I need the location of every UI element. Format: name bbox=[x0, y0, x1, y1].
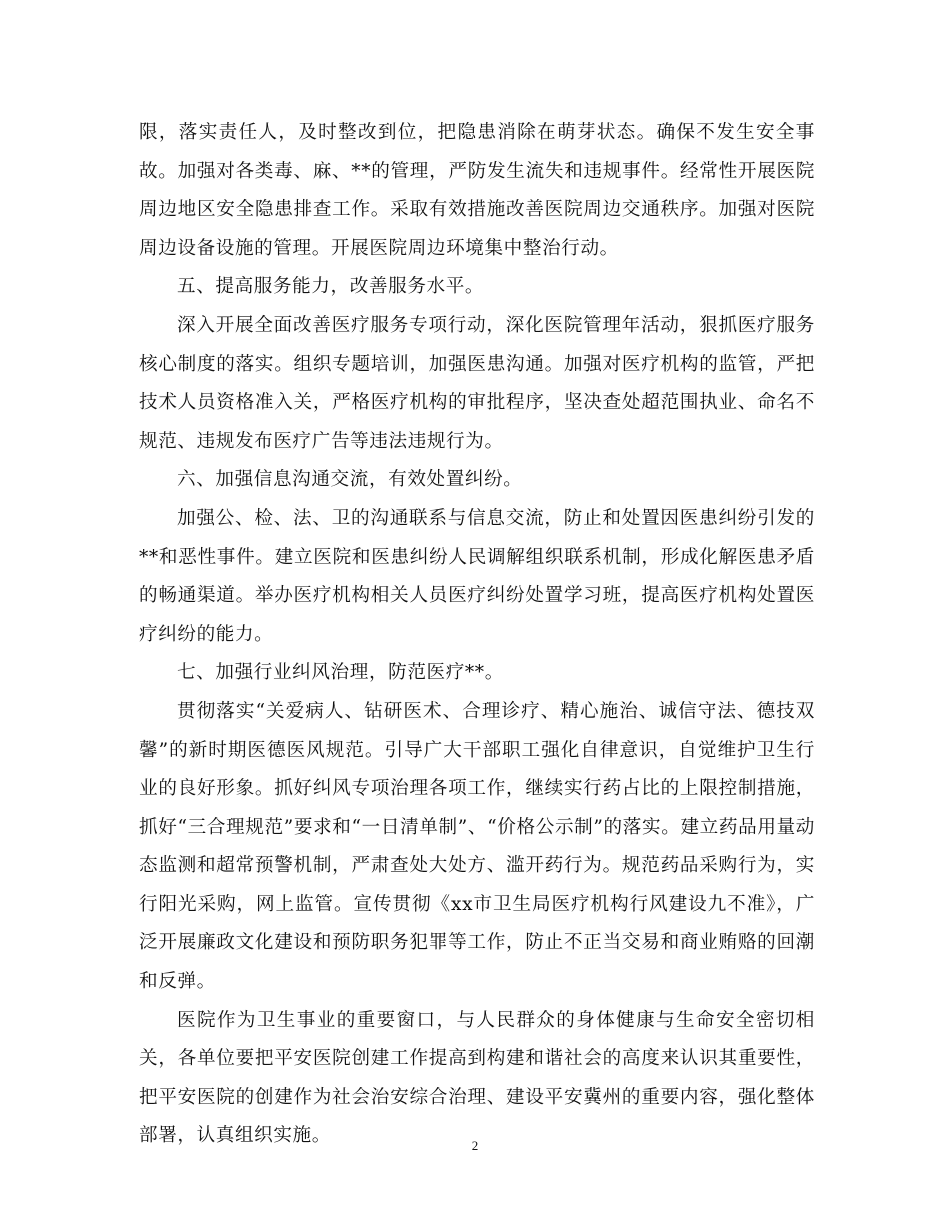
page-number: 2 bbox=[471, 1138, 479, 1153]
document-body bbox=[139, 114, 815, 1156]
paragraph-ethics: 贯彻落实“关爱病人、钻研医术、合理诊疗、精心施治、诚信守法、德技双馨”的新时期医德医风规范。引导广大干部职工强化自律意识，自觉维护卫生行业的良好形象。抓好纠风专项治理各项工作，继续实行药占比的上限控制措施，抓好“三合理规范”要求和“一日清单制”、“价格公示制”的落实。建立药品用量动态监测和超常预警机制，严肃查处大处方、滥开药行为。规范药品采购行为，实行阳光采购，网上监管。宣传贯彻《xx市卫生局医疗机构行风建设九不准》，广泛开展廉政文化建设和预防职务犯罪等工作，防止不正当交易和商业贿赂的回潮和反弹。 bbox=[139, 700, 815, 993]
section-heading-6: 六、加强信息沟通交流，有效处置纠纷。 bbox=[177, 469, 523, 491]
paragraph-service: 深入开展全面改善医疗服务专项行动，深化医院管理年活动，狠抓医疗服务核心制度的落实。组织专题培训，加强医患沟通。加强对医疗机构的监管，严把技术人员资格准入关，严格医疗机构的审批程序，坚决查处超范围执业、命名不规范、违规发布医疗广告等违法违规行为。 bbox=[139, 314, 815, 452]
paragraph-continuation: 限，落实责任人，及时整改到位，把隐患消除在萌芽状态。确保不发生安全事故。加强对各类毒、麻、**的管理，严防发生流失和违规事件。经常性开展医院周边地区安全隐患排查工作。采取有效措施改善医院周边交通秩序。加强对医院周边设备设施的管理。开展医院周边环境集中整治行动。 bbox=[139, 122, 815, 259]
paragraph-disputes: 加强公、检、法、卫的沟通联系与信息交流，防止和处置因医患纠纷引发的**和恶性事件。建立医院和医患纠纷人民调解组织联系机制，形成化解医患矛盾的畅通渠道。举办医疗机构相关人员医疗纠纷处置学习班，提高医疗机构处置医疗纠纷的能力。 bbox=[139, 507, 815, 645]
section-heading-7: 七、加强行业纠风治理，防范医疗**。 bbox=[177, 662, 504, 684]
section-heading-5: 五、提高服务能力，改善服务水平。 bbox=[177, 276, 485, 298]
paragraph-conclusion: 医院作为卫生事业的重要窗口，与人民群众的身体健康与生命安全密切相关，各单位要把平安医院创建工作提高到构建和谐社会的高度来认识其重要性，把平安医院的创建作为社会治安综合治理、建设平安冀州的重要内容，强化整体部署，认真组织实施。 bbox=[139, 1009, 815, 1147]
